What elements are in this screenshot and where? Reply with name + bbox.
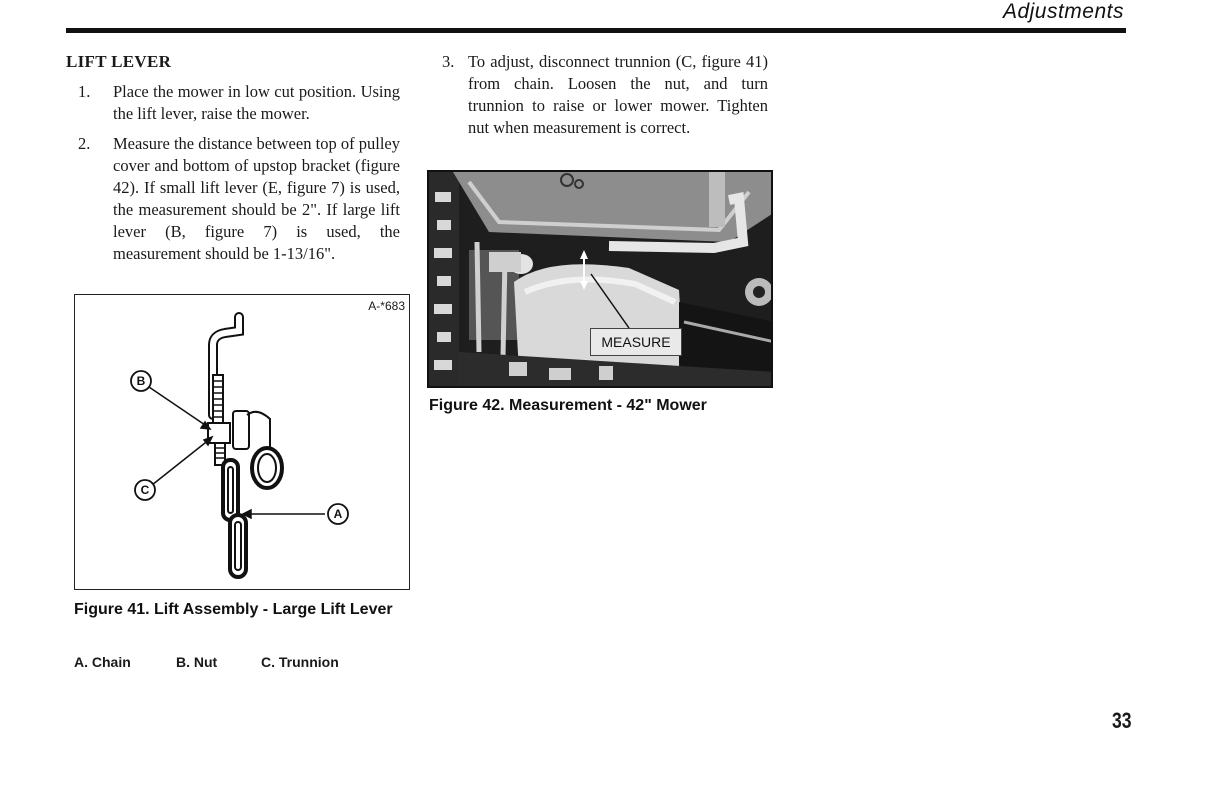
step-3 (442, 51, 768, 139)
step-number: 2. (78, 134, 91, 153)
step-text: Place the mower in low cut position. Using the lift lever, raise the mower. (113, 82, 400, 123)
callout-c-label: C (140, 483, 150, 497)
figure-41-legend (74, 654, 339, 670)
legend-item-nut: B. Nut (176, 654, 218, 670)
page-number: 33 (1112, 708, 1132, 733)
section-title: Adjustments (1002, 0, 1124, 23)
header-rule (66, 28, 1126, 33)
legend-item-trunnion: C. Trunnion (261, 654, 339, 670)
callout-b-label: B (136, 374, 146, 388)
figure-41-lift-assembly (74, 294, 410, 590)
step-text: Measure the distance between top of pulley cover and bottom of upstop bracket (figure 42). If small lift lever (E, figure 7) is used, the measurement should be 2". If large lift lever (B, figure 7) is used, the measurement should be 1-13/16". (113, 134, 400, 263)
lift-assembly-drawing (75, 295, 410, 590)
figure-41-caption: Figure 41. Lift Assembly - Large Lift Lever (74, 601, 393, 618)
step-2 (78, 133, 400, 265)
figure-42-caption: Figure 42. Measurement - 42" Mower (429, 397, 707, 414)
step-number: 3. (442, 52, 455, 71)
step-text: To adjust, disconnect trunnion (C, figure 41) from chain. Loosen the nut, and turn trunnion to raise or lower mower. Tighten nut when measurement is correct. (468, 52, 768, 137)
measure-label: MEASURE (590, 328, 682, 356)
legend-item-chain: A. Chain (74, 654, 131, 670)
step-1 (78, 81, 400, 125)
figure-code: A-*683 (368, 299, 405, 313)
figure-42-photo (427, 170, 773, 388)
section-heading: LIFT LEVER (66, 52, 172, 71)
step-number: 1. (78, 82, 91, 101)
callout-a-label: A (333, 507, 343, 521)
